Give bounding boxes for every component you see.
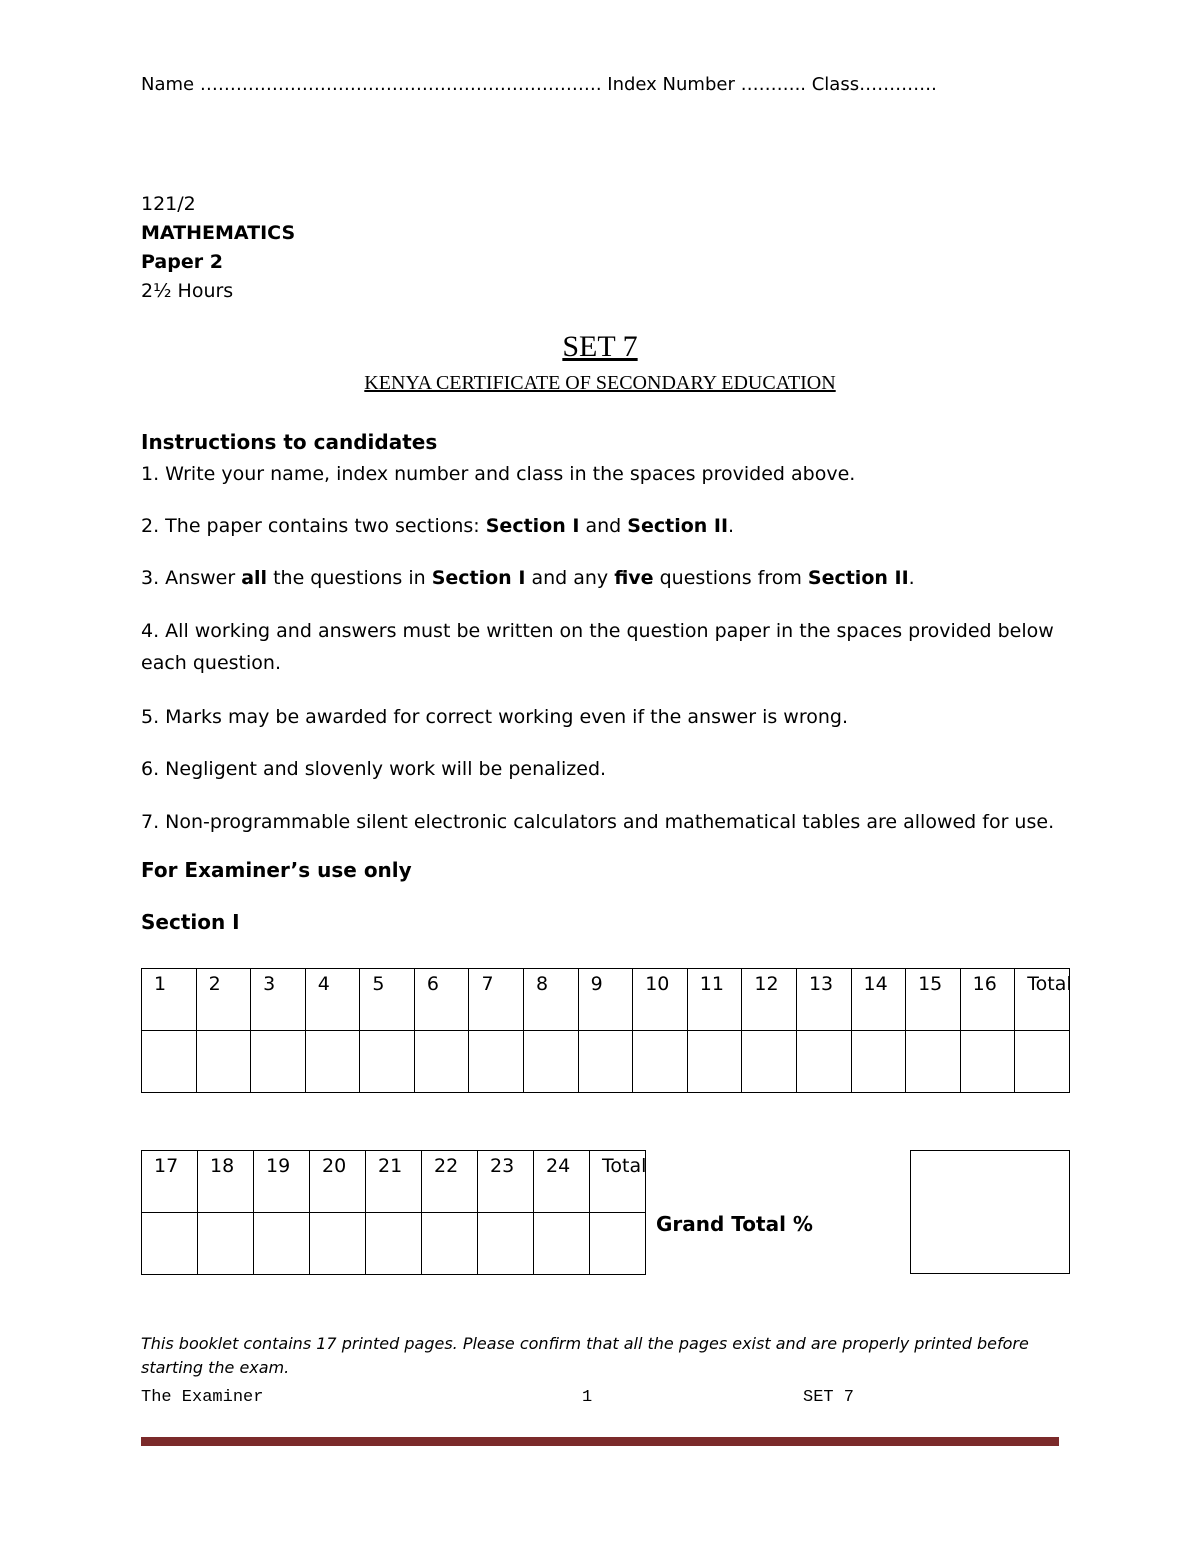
marks-header-cell: 23 [478, 1151, 534, 1213]
subject-title: MATHEMATICS [141, 222, 296, 244]
marks-entry-cell[interactable] [142, 1213, 198, 1275]
marks-entry-cell[interactable] [196, 1031, 251, 1093]
instruction-2-section-ii: Section II [627, 515, 729, 537]
marks-entry-row [142, 1031, 1070, 1093]
instructions-heading: Instructions to candidates [141, 430, 438, 454]
marks-entry-cell[interactable] [534, 1213, 590, 1275]
marks-entry-cell[interactable] [1015, 1031, 1070, 1093]
marks-entry-cell[interactable] [305, 1031, 360, 1093]
marks-entry-cell[interactable] [578, 1031, 633, 1093]
marks-entry-row [142, 1213, 646, 1275]
student-details-line: Name …………………………………………………………. Index Number ……….. Class…………. [141, 74, 937, 95]
marks-header-row [142, 969, 1070, 1031]
footer-examiner: The Examiner [141, 1388, 264, 1407]
instruction-3-text: and any [525, 567, 615, 589]
marks-entry-cell[interactable] [796, 1031, 851, 1093]
marks-header-cell: 7 [469, 969, 524, 1031]
instruction-7: 7. Non-programmable silent electronic calculators and mathematical tables are allowed for use. [141, 811, 1055, 833]
marks-entry-cell[interactable] [633, 1031, 688, 1093]
instruction-3-section-ii: Section II [807, 567, 909, 589]
instruction-2-text: . [728, 515, 735, 537]
instruction-3-text: 3. Answer [141, 567, 242, 589]
footer-page-number: 1 [582, 1388, 593, 1407]
footer-set: SET 7 [803, 1388, 855, 1407]
marks-entry-cell[interactable] [142, 1031, 197, 1093]
marks-header-cell: 24 [534, 1151, 590, 1213]
marks-entry-cell[interactable] [590, 1213, 646, 1275]
section-ii-marks-table [141, 1150, 646, 1275]
instruction-3-text: the questions in [267, 567, 432, 589]
marks-header-cell: 10 [633, 969, 688, 1031]
marks-entry-cell[interactable] [742, 1031, 797, 1093]
exam-title: KENYA CERTIFICATE OF SECONDARY EDUCATION [364, 372, 836, 394]
section-i-heading: Section I [141, 910, 240, 934]
paper-duration: 2½ Hours [141, 280, 234, 302]
marks-entry-cell[interactable] [422, 1213, 478, 1275]
instruction-3-text: . [908, 567, 915, 589]
marks-header-cell: 8 [524, 969, 579, 1031]
marks-header-cell: 14 [851, 969, 906, 1031]
marks-header-cell: 19 [254, 1151, 310, 1213]
marks-header-cell: 5 [360, 969, 415, 1031]
instruction-3-five: five [614, 567, 654, 589]
paper-code: 121/2 [141, 193, 196, 215]
marks-entry-cell[interactable] [310, 1213, 366, 1275]
marks-entry-cell[interactable] [254, 1213, 310, 1275]
marks-header-cell: 4 [305, 969, 360, 1031]
marks-header-cell: 6 [414, 969, 469, 1031]
instruction-3-section-i: Section I [431, 567, 526, 589]
marks-entry-cell[interactable] [687, 1031, 742, 1093]
marks-entry-cell[interactable] [478, 1213, 534, 1275]
paper-info [141, 190, 295, 306]
instruction-6: 6. Negligent and slovenly work will be penalized. [141, 758, 607, 780]
marks-header-cell: 11 [687, 969, 742, 1031]
marks-header-cell: 2 [196, 969, 251, 1031]
marks-header-cell: Total [1015, 969, 1070, 1031]
instruction-2 [141, 510, 1071, 542]
marks-entry-cell[interactable] [469, 1031, 524, 1093]
marks-header-cell: 18 [198, 1151, 254, 1213]
marks-entry-cell[interactable] [524, 1031, 579, 1093]
instruction-4: 4. All working and answers must be written on the question paper in the spaces provided below each question. [141, 620, 1054, 674]
marks-header-cell: 12 [742, 969, 797, 1031]
set-title: SET 7 [562, 330, 638, 363]
marks-header-cell: 13 [796, 969, 851, 1031]
marks-entry-cell[interactable] [906, 1031, 961, 1093]
marks-entry-cell[interactable] [851, 1031, 906, 1093]
marks-header-cell: 9 [578, 969, 633, 1031]
marks-entry-cell[interactable] [198, 1213, 254, 1275]
marks-header-cell: 22 [422, 1151, 478, 1213]
marks-header-cell: 3 [251, 969, 306, 1031]
marks-entry-cell[interactable] [251, 1031, 306, 1093]
marks-header-cell: 1 [142, 969, 197, 1031]
instruction-3-all: all [241, 567, 268, 589]
instruction-5: 5. Marks may be awarded for correct working even if the answer is wrong. [141, 706, 848, 728]
marks-entry-cell[interactable] [366, 1213, 422, 1275]
instruction-2-text: 2. The paper contains two sections: [141, 515, 486, 537]
instruction-3-text: questions from [653, 567, 808, 589]
grand-total-label: Grand Total % [656, 1212, 813, 1236]
section-i-marks-table [141, 968, 1070, 1093]
marks-entry-cell[interactable] [960, 1031, 1015, 1093]
instruction-2-text: and [579, 515, 628, 537]
footer-note: This booklet contains 17 printed pages. Please confirm that all the pages exist and are properly printed before starting the exam. [141, 1334, 1029, 1377]
marks-entry-cell[interactable] [414, 1031, 469, 1093]
marks-entry-cell[interactable] [360, 1031, 415, 1093]
footer-bar [141, 1437, 1059, 1446]
grand-total-box[interactable] [910, 1150, 1070, 1274]
instruction-3 [141, 562, 1071, 594]
marks-header-cell: 16 [960, 969, 1015, 1031]
marks-header-cell: Total [590, 1151, 646, 1213]
instruction-1: 1. Write your name, index number and class in the spaces provided above. [141, 463, 856, 485]
marks-header-cell: 17 [142, 1151, 198, 1213]
paper-number: Paper 2 [141, 251, 223, 273]
marks-header-cell: 20 [310, 1151, 366, 1213]
examiner-heading: For Examiner’s use only [141, 858, 412, 882]
marks-header-row [142, 1151, 646, 1213]
instruction-2-section-i: Section I [485, 515, 580, 537]
marks-header-cell: 15 [906, 969, 961, 1031]
marks-header-cell: 21 [366, 1151, 422, 1213]
